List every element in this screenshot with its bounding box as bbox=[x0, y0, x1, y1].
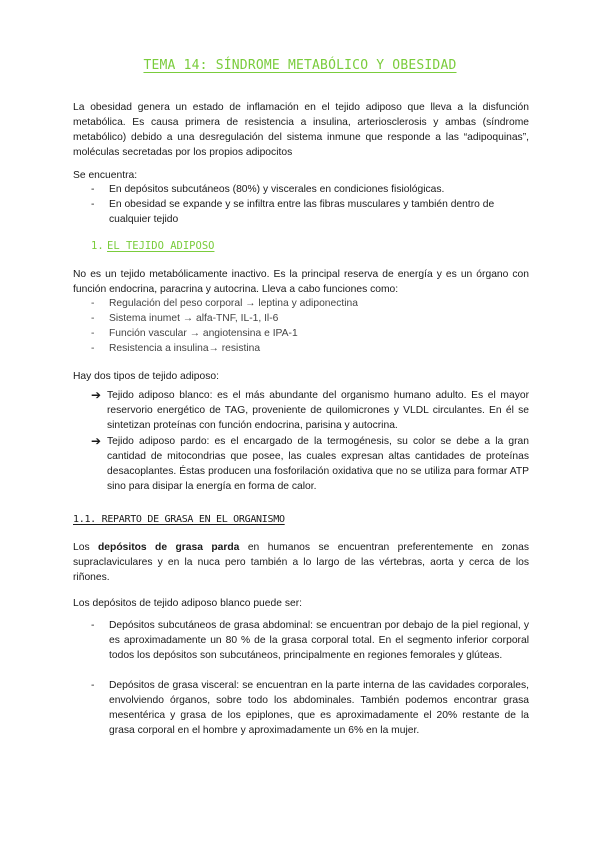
dash-marker: - bbox=[91, 620, 95, 631]
intro-paragraph: La obesidad genera un estado de inflamación en el tejido adiposo que lleva a la disfunción metabólica. Es causa primera de resistencia a insulina, arteriosclerosis y ambas (síndrome metabólico) debido a una desregulación del sistema inmune que responde a las “adipoquinas”, moléculas secretadas por los propios adipocitos bbox=[73, 102, 529, 158]
list-item-text: Tejido adiposo blanco: es el más abundante del organismo humano adulto. Es el mayor reservorio energético de TAG, proveniente de quilomicrones y VLDL circulantes. En él se sintetizan proteínas con función endocrina, parisina y autocrina. bbox=[107, 390, 529, 431]
section-number: 1. bbox=[91, 240, 104, 252]
arrow-icon: ➔ bbox=[91, 434, 102, 448]
list-item-text: Resistencia a insulina→ resistina bbox=[109, 343, 261, 354]
arrow-icon: ➔ bbox=[91, 388, 102, 402]
page-title: TEMA 14: SÍNDROME METABÓLICO Y OBESIDAD bbox=[143, 58, 457, 73]
two-types-label: Hay dos tipos de tejido adiposo: bbox=[73, 371, 219, 382]
parda-post: en humanos se encuentran preferentemente en zonas supraclaviculares y en la nuca pero también a lo largo de las vértebras, aorta y cerca de los riñones. bbox=[73, 542, 529, 583]
se-encuentra-label: Se encuentra: bbox=[73, 170, 138, 181]
parda-pre: Los bbox=[73, 542, 99, 553]
parda-paragraph bbox=[73, 540, 529, 585]
dash-marker: - bbox=[91, 328, 95, 339]
dash-marker: - bbox=[91, 313, 95, 324]
dash-marker: - bbox=[91, 343, 95, 354]
blanco-intro: Los depósitos de tejido adiposo blanco puede ser: bbox=[73, 598, 302, 609]
list-item-text: Función vascular → angiotensina e IPA-1 bbox=[109, 328, 298, 339]
dash-marker: - bbox=[91, 298, 95, 309]
list-item-text: En depósitos subcutáneos (80%) y viscerales en condiciones fisiológicas. bbox=[109, 184, 445, 195]
list-item-text: Tejido adiposo pardo: es el encargado de la termogénesis, su color se debe a la gran cantidad de mitocondrias que posee, las cuales expresan altas cantidades de proteínas desacoplantes. Éstas producen una fosforilación oxidativa que no se utiliza para formar ATP sino para disipar la energía en forma de calor. bbox=[107, 436, 529, 492]
dash-marker: - bbox=[91, 680, 95, 691]
dash-marker: - bbox=[91, 199, 95, 210]
parda-bold: depósitos de grasa parda bbox=[98, 542, 240, 553]
list-item-text: Sistema inumet → alfa-TNF, IL-1, Il-6 bbox=[109, 313, 279, 324]
list-item-text: Regulación del peso corporal → leptina y adiponectina bbox=[109, 298, 359, 309]
section-heading bbox=[91, 240, 214, 252]
list-item-text: Depósitos subcutáneos de grasa abdominal: se encuentran por debajo de la piel regional, y es aproximadamente un 80 % de la grasa corporal total. En el segmento inferior corporal todos los depósitos son subcutáneos, principalmente en regiones femorales y glúteas. bbox=[109, 620, 529, 661]
dash-marker: - bbox=[91, 184, 95, 195]
list-item-text: Depósitos de grasa visceral: se encuentran en la parte interna de las cavidades corporales, envolviendo órganos, sobre todo los abdominales. También podemos encontrar grasa mesentérica y grasa de los epiplones, que es aproximadamente el 20% restante de la grasa corporal en el hombre y aproximadamente un 6% en la mujer. bbox=[109, 680, 529, 736]
list-item-text: En obesidad se expande y se infiltra entre las fibras musculares y también dentro de cualquier tejido bbox=[109, 199, 495, 225]
subsection-heading: 1.1. REPARTO DE GRASA EN EL ORGANISMO bbox=[73, 514, 285, 525]
section-label: EL TEJIDO ADIPOSO bbox=[107, 240, 215, 252]
section1-intro: No es un tejido metabólicamente inactivo. Es la principal reserva de energía y es un órgano con función endocrina, paracrina y autocrina. Lleva a cabo funciones como: bbox=[73, 269, 529, 295]
